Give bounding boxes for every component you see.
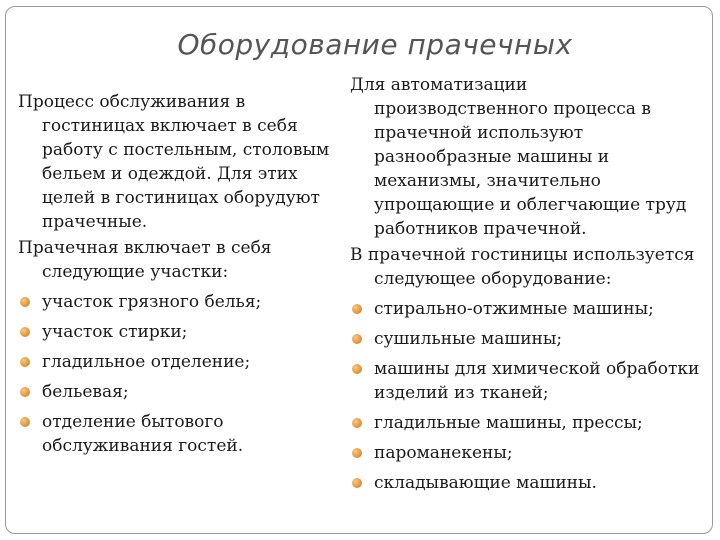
slide-title: Оборудование прачечных	[177, 28, 573, 61]
bullet-icon	[20, 327, 30, 337]
list-item-text: бельевая;	[42, 382, 129, 402]
right-column	[350, 73, 702, 495]
list-item-text: пароманекены;	[374, 443, 513, 463]
list-item-text: участок грязного белья;	[42, 292, 262, 312]
list-item	[350, 441, 702, 465]
list-item	[18, 290, 346, 314]
bullet-icon	[352, 448, 362, 458]
list-item	[18, 380, 346, 404]
bullet-icon	[352, 334, 362, 344]
bullet-icon	[352, 364, 362, 374]
list-item-text: складывающие машины.	[374, 473, 597, 493]
bullet-icon	[352, 418, 362, 428]
bullet-icon	[20, 357, 30, 367]
list-item-text: участок стирки;	[42, 322, 188, 342]
list-item-text: гладильные машины, прессы;	[374, 413, 643, 433]
bullet-icon	[20, 417, 30, 427]
bullet-icon	[352, 304, 362, 314]
list-item-text: машины для химической обработки изделий из тканей;	[374, 359, 700, 403]
list-item	[350, 297, 702, 321]
list-item-text: стирально-отжимные машины;	[374, 299, 654, 319]
list-item	[350, 471, 702, 495]
list-item	[18, 320, 346, 344]
list-item	[18, 350, 346, 374]
bullet-icon	[352, 478, 362, 488]
right-paragraph-1: Для автоматизации производственного процесса в прачечной используют разнообразные машины и механизмы, значительно упрощающие и облегчающие труд работников прачечной.	[350, 75, 687, 239]
right-paragraph-2: В прачечной гостиницы используется следующее оборудование:	[350, 245, 695, 289]
list-item-text: гладильное отделение;	[42, 352, 251, 372]
list-item	[18, 410, 346, 458]
list-item-text: сушильные машины;	[374, 329, 563, 349]
list-item	[350, 327, 702, 351]
list-item	[350, 411, 702, 435]
list-item-text: отделение бытового обслуживания гостей.	[42, 412, 244, 456]
left-column	[18, 90, 346, 458]
bullet-icon	[20, 297, 30, 307]
bullet-icon	[20, 387, 30, 397]
left-paragraph-2: Прачечная включает в себя следующие участки:	[18, 238, 272, 282]
list-item	[350, 357, 702, 405]
left-paragraph-1: Процесс обслуживания в гостиницах включает в себя работу с постельным, столовым бельем и одеждой. Для этих целей в гостиницах оборудуют прачечные.	[18, 92, 330, 232]
